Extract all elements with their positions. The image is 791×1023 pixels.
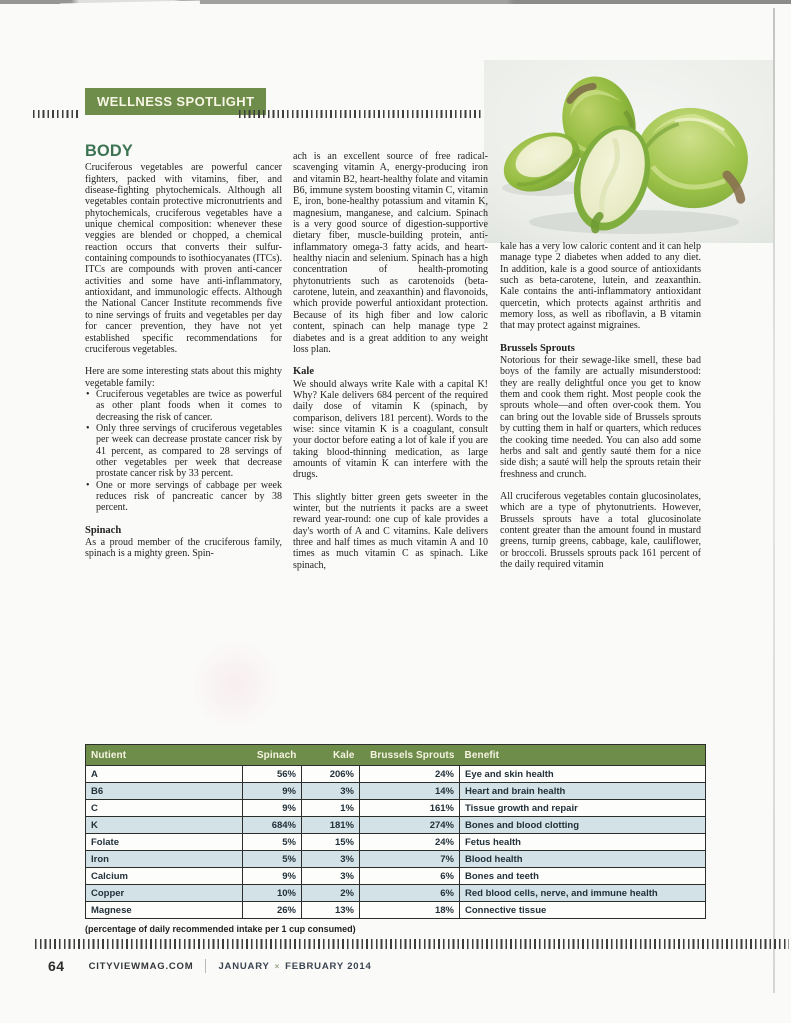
table-cell: A <box>86 766 243 783</box>
table-cell: Heart and brain health <box>460 783 706 800</box>
table-cell: 26% <box>243 902 302 919</box>
tick-divider-left <box>33 110 78 118</box>
table-cell: Connective tissue <box>460 902 706 919</box>
issue-month-2: FEBRUARY 2014 <box>285 960 372 972</box>
brussels-sprouts-photo <box>484 60 773 243</box>
table-cell: 1% <box>302 800 360 817</box>
table-row <box>86 868 706 885</box>
column-header-brussels-sprouts: Brussels Sprouts <box>360 745 460 766</box>
table-cell: 24% <box>360 766 460 783</box>
table-cell: 274% <box>360 817 460 834</box>
magazine-website: CITYVIEWMAG.COM <box>88 960 194 972</box>
tick-divider-right <box>239 110 486 118</box>
footer-divider <box>205 959 206 973</box>
table-cell: Fetus health <box>460 834 706 851</box>
table-cell: 56% <box>243 766 302 783</box>
column-header-kale: Kale <box>302 745 360 766</box>
table-cell: Tissue growth and repair <box>460 800 706 817</box>
kale-paragraph-1: We should always write Kale with a capital K! Why? Kale delivers 684 percent of the required daily dose of vitamin K (spinach, by comparison, delivers 181 percent). Words to the wise: since vitamin K is a coagulant, consult your doctor before eating a lot of kale if you are taking blood-thinning medication, as large amounts of vitamin K can interfere with the drugs. <box>293 378 488 481</box>
brussels-paragraph-1: Notorious for their sewage-like smell, these bad boys of the family are actually misunderstood: they are really delightful once you get to know them and cook them right. Most people cook the sprouts whole—and often over-cook them. You can bring out the lovable side of Brussels sprouts by cutting them in half or quarters, which reduces the cooking time needed. You can also add some herbs and salt and gently sauté them for a nice side dish; a sauté will help the sprouts retain their freshness and crunch. <box>500 355 701 480</box>
table-cell: Blood health <box>460 851 706 868</box>
table-row <box>86 800 706 817</box>
table-row <box>86 834 706 851</box>
section-label-text: WELLNESS SPOTLIGHT <box>97 94 255 109</box>
table-cell: Bones and blood clotting <box>460 817 706 834</box>
brussels-sprouts-heading: Brussels Sprouts <box>500 342 575 354</box>
page-footer <box>48 955 748 977</box>
article-column-3 <box>500 241 701 570</box>
table-cell: 14% <box>360 783 460 800</box>
column-header-nutrient: Nutient <box>86 745 243 766</box>
table-cell: 6% <box>360 885 460 902</box>
table-cell: K <box>86 817 243 834</box>
table-cell: 6% <box>360 868 460 885</box>
brussels-paragraph-2: All cruciferous vegetables contain glucosinolates, which are a type of phytonutrients. However, Brussels sprouts have a total glucosinolate content greater than the amount found in mustard greens, turnip greens, cabbage, kale, cauliflower, or broccoli. Brussels sprouts pack 161 percent of the daily required vitamin <box>500 490 701 570</box>
stats-intro: Here are some interesting stats about this mighty vegetable family: <box>85 366 282 389</box>
page-number: 64 <box>48 958 65 974</box>
table-cell: B6 <box>86 783 243 800</box>
table-cell: Calcium <box>86 868 243 885</box>
table-cell: 206% <box>302 766 360 783</box>
table-cell: 18% <box>360 902 460 919</box>
table-cell: 684% <box>243 817 302 834</box>
table-row <box>86 817 706 834</box>
table-cell: 15% <box>302 834 360 851</box>
tick-divider-bottom <box>35 939 789 949</box>
kale-continued-paragraph: kale has a very low caloric content and it can help manage type 2 diabetes when added to any diet. In addition, kale is a good source of antioxidants such as beta-carotene, lutein, and zeaxanthin. Kale contains the anti-inflammatory antioxidant quercetin, which protects against arthritis and memory loss, as well as riboflavin, a B vitamin that may protect against migraines. <box>500 241 701 332</box>
table-cell: Copper <box>86 885 243 902</box>
table-cell: Magnese <box>86 902 243 919</box>
table-cell: Bones and teeth <box>460 868 706 885</box>
nutrient-table <box>85 744 706 919</box>
list-item: • One or more servings of cabbage per week reduces risk of pancreatic cancer by 38 percent. <box>85 480 282 514</box>
table-cell: 7% <box>360 851 460 868</box>
list-item: • Only three servings of cruciferous vegetables per week can decrease prostate cancer risk by 41 percent, as compared to 28 servings of other vegetables per week that decrease prostate cancer risk by 33 percent. <box>85 423 282 480</box>
table-cell: Red blood cells, nerve, and immune health <box>460 885 706 902</box>
table-cell: 5% <box>243 834 302 851</box>
issue-date <box>218 961 371 972</box>
page-edge-shadow <box>773 8 775 993</box>
table-row <box>86 902 706 919</box>
table-footnote: (percentage of daily recommended intake per 1 cup consumed) <box>85 924 356 934</box>
table-cell: Iron <box>86 851 243 868</box>
column-header-benefit: Benefit <box>460 745 706 766</box>
issue-month-1: JANUARY <box>218 960 270 972</box>
table-cell: 9% <box>243 800 302 817</box>
kale-paragraph-2: This slightly bitter green gets sweeter in the winter, but the nutrients it packs are a sweet reward year-round: one cup of kale provides a day's worth of A and C vitamins. Kale delivers three and half times as much vitamin A and 10 times as much vitamin C as spinach. Like spinach, <box>293 491 488 571</box>
table-cell: 161% <box>360 800 460 817</box>
spinach-continued-paragraph: ach is an excellent source of free radical-scavenging vitamin A, energy-producing iron and vitamin B2, heart-healthy folate and vitamin B6, immune system boosting vitamin C, vitamin E, iron, bone-healthy potassium and vitamin K, magnesium, manganese, and calcium. Spinach is a very good source of digestion-supportive dietary fiber, muscle-building protein, anti-inflammatory omega-3 fatty acids, and heart-healthy niacin and selenium. Spinach has a high concentration of health-promoting phytonutrients such as carotenoids (beta-carotene, lutein, and zeaxanthin) and flavonoids, which provide powerful antioxidant protection. Because of its high fiber and low caloric content, spinach can help manage type 2 diabetes and is a great addition to any weight loss plan. <box>293 151 488 355</box>
table-cell: C <box>86 800 243 817</box>
spinach-paragraph: As a proud member of the cruciferous family, spinach is a mighty green. Spin- <box>85 537 282 560</box>
spinach-heading: Spinach <box>85 524 122 536</box>
column-header-spinach: Spinach <box>243 745 302 766</box>
table-cell: 3% <box>302 851 360 868</box>
table-cell: 3% <box>302 868 360 885</box>
brussels-sprouts-illustration <box>484 60 773 243</box>
table-cell: 181% <box>302 817 360 834</box>
table-row <box>86 783 706 800</box>
table-cell: 13% <box>302 902 360 919</box>
table-row <box>86 851 706 868</box>
scan-edge-artifact <box>60 1 200 14</box>
table-cell: 2% <box>302 885 360 902</box>
article-column-2 <box>293 151 488 571</box>
list-item: • Cruciferous vegetables are twice as powerful as other plant foods when it comes to decreasing the risk of cancer. <box>85 389 282 423</box>
intro-paragraph: Cruciferous vegetables are powerful cancer fighters, packed with vitamins, fiber, and disease-fighting phytochemicals. Although all vegetables contain protective micronutrients and phytochemicals, cruciferous vegetables have a unique chemical composition: whenever these veggies are blended or chopped, a chemical reaction occurs that converts their sulfur-containing compounds to isothiocyanates (ITCs). ITCs are compounds with proven anti-cancer activities and some have anti-inflammatory, antioxidant, and immunologic effects. Although the National Cancer Institute recommends five to nine servings of fruits and vegetables per day for cancer prevention, they have not yet established specific recommendations for cruciferous vegetables. <box>85 162 282 355</box>
table-cell: 9% <box>243 783 302 800</box>
scan-smudge <box>190 640 280 730</box>
table-cell: 10% <box>243 885 302 902</box>
table-cell: 5% <box>243 851 302 868</box>
stats-list <box>85 389 282 514</box>
table-header-row <box>86 745 706 766</box>
x-separator-icon: × <box>274 961 281 971</box>
table-row <box>86 885 706 902</box>
table-cell: 3% <box>302 783 360 800</box>
table-cell: 24% <box>360 834 460 851</box>
article-column-1 <box>85 141 282 560</box>
table-cell: Folate <box>86 834 243 851</box>
kale-heading: Kale <box>293 366 314 378</box>
table-row <box>86 766 706 783</box>
table-cell: Eye and skin health <box>460 766 706 783</box>
nutrient-table-section <box>85 744 707 934</box>
page-title: BODY <box>85 141 133 160</box>
table-cell: 9% <box>243 868 302 885</box>
